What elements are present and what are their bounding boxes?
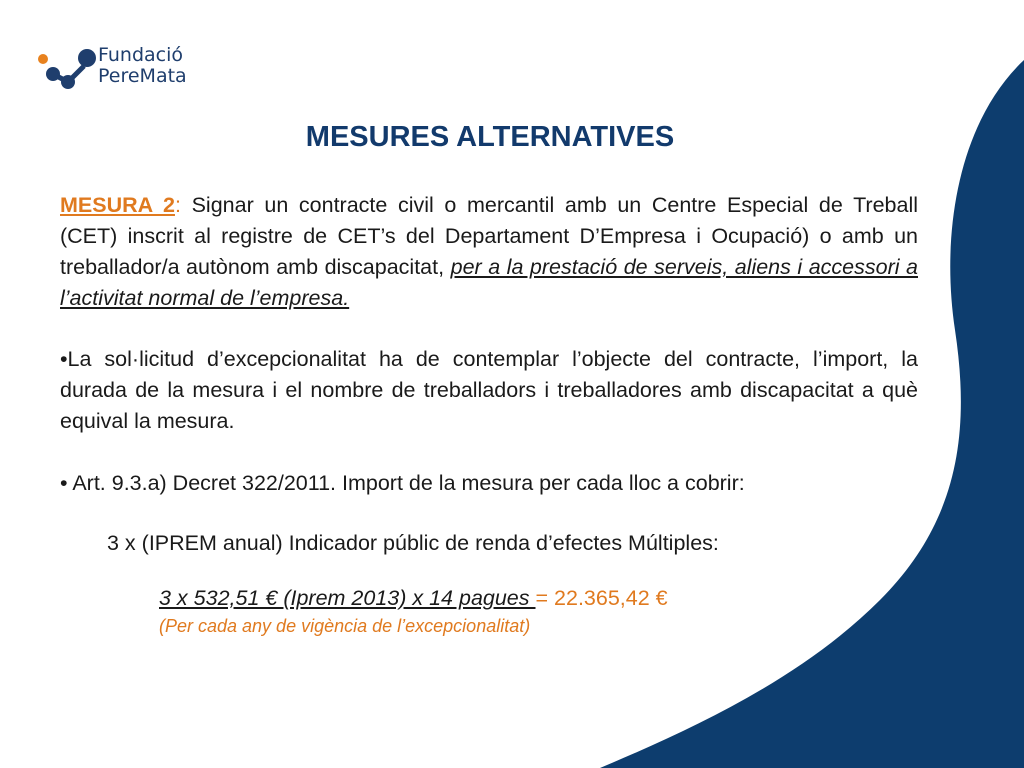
measure-colon: : [174, 193, 181, 217]
logo-wordmark [98, 45, 187, 87]
logo-line-2: PereMata [98, 65, 187, 87]
calculation-line [159, 586, 668, 611]
measure-emphasis: per a la prestació de serveis, aliens i accessori a l’activitat normal de l’empresa. [60, 255, 918, 310]
calculation-result: 22.365,42 € [554, 586, 668, 610]
validity-note: (Per cada any de vigència de l’excepcionalitat) [159, 616, 531, 636]
bullet-article: • Art. 9.3.a) Decret 322/2011. Import de la mesura per cada lloc a cobrir: [60, 471, 745, 495]
logo-line-1: Fundació [98, 44, 184, 66]
measure-paragraph [60, 190, 918, 314]
measure-label: MESURA 2 [60, 193, 175, 217]
calculation-equals: = [535, 586, 555, 610]
slide-title: MESURES ALTERNATIVES [305, 121, 675, 153]
calculation-expression: 3 x 532,51 € (Iprem 2013) x 14 pagues [159, 586, 536, 610]
bullet-request: •La sol·licitud d’excepcionalitat ha de contemplar l’objecte del contracte, l’import, la durada de la mesura i el nombre de treballadors i treballadores amb discapacitat a què equival la mesura. [60, 347, 918, 433]
formula-line: 3 x (IPREM anual) Indicador públic de renda d’efectes Múltiples: [107, 531, 719, 555]
measure-text: Signar un contracte civil o mercantil amb un Centre Especial de Treball (CET) inscrit al registre de CET’s del Departament D’Empresa i Ocupació) o amb un treballador/a autònom amb discapacitat, [60, 193, 918, 279]
